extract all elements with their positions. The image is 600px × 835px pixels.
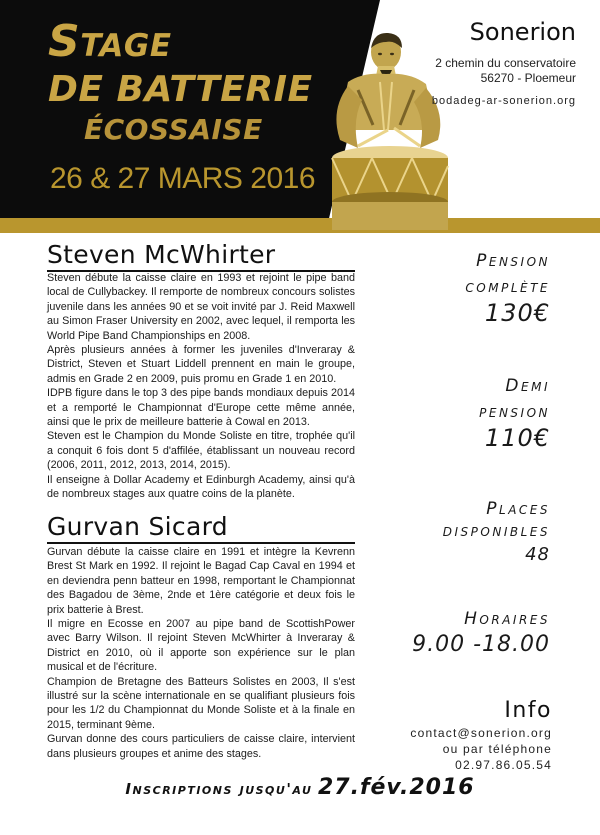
bio-paragraph: Gurvan donne des cours particuliers de caisse claire, intervient dans plusieurs groupes et anime des stages. [47, 733, 355, 760]
horaires-block [412, 608, 550, 658]
address-line-2: 56270 - Ploemeur [480, 71, 576, 85]
info-phone[interactable]: 02.97.86.05.54 [455, 758, 552, 772]
places-label-1: Places [486, 499, 550, 519]
places-label-2: disponibles [442, 521, 550, 541]
info-email[interactable]: contact@sonerion.org [410, 726, 552, 740]
instructor-bio-1 [47, 271, 355, 502]
bio-paragraph: Il enseigne à Dollar Academy et Edinburgh Academy, ainsi qu'à de nombreux stages aux quatre coins de la planète. [47, 473, 355, 501]
pension-complete-label-1: Pension [476, 251, 550, 271]
instructor-name-2: Gurvan Sicard [47, 512, 228, 541]
organizer-address [432, 56, 576, 86]
bio-paragraph: IDPB figure dans le top 3 des pipe bands mondiaux depuis 2014 et a remporté le Championnat d'Europe cette même année, ainsi que le prix de meilleure batterie à Cowal en 2013. [47, 387, 355, 429]
pension-complete-label-2: complète [465, 277, 550, 297]
organizer-info [432, 18, 576, 107]
deadline-label: Inscriptions jusqu'au [125, 780, 313, 798]
demi-pension-price: 110€ [484, 424, 550, 452]
pension-complete-block [465, 250, 550, 326]
header-gold-stripe [0, 218, 600, 233]
info-block [410, 698, 552, 773]
demi-pension-label-1: Demi [505, 376, 550, 396]
title-line-1: Stage [48, 16, 172, 67]
header-banner [0, 0, 600, 233]
info-title: Info [504, 698, 552, 723]
organizer-website[interactable]: bodadeg-ar-sonerion.org [431, 95, 576, 107]
info-phone-label: ou par téléphone [442, 742, 552, 756]
horaires-label: Horaires [464, 609, 550, 629]
address-line-1: 2 chemin du conservatoire [435, 56, 576, 70]
title-line-2: DE BATTERIE [48, 69, 313, 110]
title-line-3: ÉCOSSAISE [84, 113, 263, 146]
instructor-bio-2 [47, 545, 355, 761]
pension-complete-price: 130€ [484, 299, 550, 327]
instructor-name-1: Steven McWhirter [47, 240, 276, 269]
demi-pension-block [479, 375, 550, 451]
bio-paragraph: Gurvan débute la caisse claire en 1991 et intègre la Kevrenn Brest St Mark en 1992. Il rejoint le Bagad Cap Caval en 1994 et en deviendra penn batteur en 1998, remportant le Championnat des Bagadou de 3ème, 2nde et 1ère catégorie et deux fois le prix batterie à Brest. [47, 546, 355, 616]
bio-paragraph: Steven est le Champion du Monde Soliste en titre, trophée qu'il a conquit 6 fois dont 5 d'affilée, établissant un nouveau record (2006, 2011, 2012, 2013, 2014, 2015). [47, 430, 355, 472]
bio-paragraph: Champion de Bretagne des Batteurs Solistes en 2003, Il s'est illustré sur la scène internationale en se qualifiant plusieurs fois pour les 1/2 du Championnat du Monde Soliste et à la finale en 2015, terminant 9ème. [47, 675, 355, 731]
instructor-rule-2 [47, 542, 355, 544]
registration-deadline [0, 775, 600, 800]
deadline-date: 27.fév.2016 [317, 775, 475, 800]
bio-paragraph: Il migre en Ecosse en 2007 au pipe band de ScottishPower avec Barry Wilson. Il rejoint Steven McWhirter à Inveraray & District en 2010, où il apporte son expérience sur le plan musical et de l'écriture. [47, 618, 355, 674]
organizer-name: Sonerion [469, 18, 576, 46]
bio-paragraph: Après plusieurs années à former les juveniles d'Inveraray & District, Steven et Stuart Liddell prennent en main le groupe, admis en Grade 2 en 2009, puis promu en Grade 1 en 2010. [47, 344, 355, 385]
demi-pension-label-2: pension [479, 402, 550, 422]
horaires-value: 9.00 -18.00 [412, 632, 550, 657]
places-block [443, 498, 550, 568]
bio-paragraph: Steven débute la caisse claire en 1993 et rejoint le pipe band local de Cullybackey. Il remporte de nombreux concours solistes juvenile dans les années 90 et se voit invité par J. Reid Maxwell au Simon Fraser University en 2002, avec lequel, il remporta les World Pipe Band Championships en 2008. [47, 272, 355, 342]
event-dates: 26 & 27 MARS 2016 [50, 162, 316, 195]
places-value: 48 [525, 544, 550, 565]
